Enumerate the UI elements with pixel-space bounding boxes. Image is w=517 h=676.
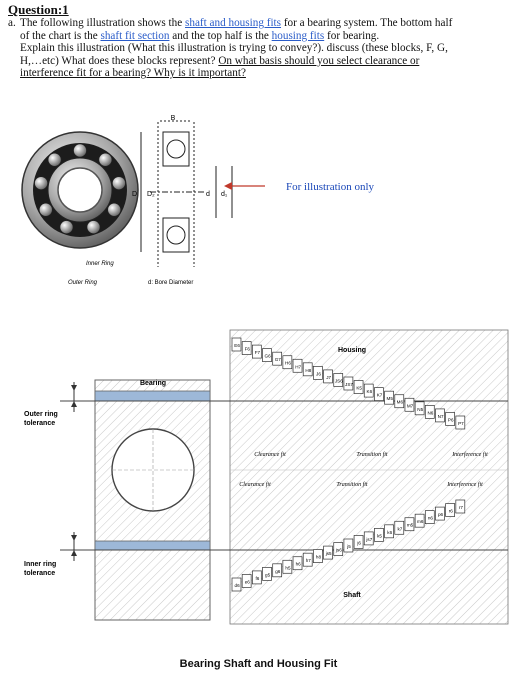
- bore-diameter-label: d: Bore Diameter: [148, 280, 194, 286]
- shaft-tolerance-block-label: js7: [366, 536, 373, 542]
- housing-tolerance-block-label: K7: [376, 392, 383, 398]
- ball: [112, 177, 125, 190]
- housing-tolerance-block-label: P6: [447, 417, 454, 423]
- shaft-tolerance-block-label: r7: [458, 505, 463, 510]
- housing-tolerance-block-label: N6: [427, 410, 434, 416]
- chart-caption: Bearing Shaft and Housing Fit: [179, 658, 338, 670]
- shaft-tolerance-block-label: j5: [347, 544, 351, 549]
- line2-tail: for bearing.: [324, 29, 380, 42]
- housing-tolerance-block-label: G6: [264, 353, 271, 359]
- illustration-note: For illustration only: [286, 181, 374, 193]
- ball: [87, 221, 100, 234]
- housing-tolerance-block-label: G7: [274, 357, 281, 363]
- shaft-tolerance-block-label: k6: [387, 529, 393, 535]
- shaft-tolerance-block-label: m5: [406, 522, 414, 528]
- housing-tolerance-block-label: J7: [326, 374, 332, 380]
- housing-tolerance-block-label: JS6: [334, 378, 343, 384]
- question-line-3: Explain this illustration (What this illustration is trying to convey?). discuss (these blocks, F, G,: [20, 42, 448, 55]
- outer-ring-label: Outer Ring: [68, 280, 98, 286]
- housing-tolerance-block-label: N5: [417, 406, 424, 412]
- housing-tolerance-block-label: M7: [406, 403, 414, 409]
- inner-ring-label: Inner Ring: [86, 261, 114, 267]
- line4-underlined: On what basis should you select clearance or: [218, 54, 420, 67]
- dim-d-label: d: [206, 191, 210, 198]
- ball: [39, 203, 52, 216]
- bore-shape: [58, 168, 102, 212]
- line2-text: of the chart is the: [20, 29, 101, 42]
- outer-tol-label-2: tolerance: [24, 420, 56, 427]
- housing-tolerance-block-label: J6: [316, 371, 321, 377]
- outer-ring-band: [95, 391, 210, 401]
- dim-d1-label: d₁: [221, 191, 228, 198]
- question-line-5: interference fit for a bearing? Why is it important?: [20, 67, 246, 80]
- housing-tolerance-block-label: P7: [458, 421, 464, 426]
- shaft-tolerance-block-label: n6: [427, 515, 433, 521]
- dim-d2-label: D₂: [147, 191, 155, 198]
- housing-tolerance-block-label: E6: [234, 343, 240, 348]
- line1-tail: for a bearing system. The bottom half: [281, 17, 453, 29]
- shaft-interference-label: Interference fit: [447, 482, 483, 488]
- shaft-tolerance-block-label: h8: [315, 554, 322, 560]
- housing-tolerance-block-label: K6: [366, 389, 373, 395]
- shaft-tolerance-block-label: d6: [234, 583, 240, 588]
- line1-text: The following illustration shows the: [20, 17, 185, 29]
- fit-chart: [60, 330, 508, 624]
- shaft-tolerance-block-label: h5: [285, 565, 291, 571]
- housing-interference-label: Interference fit: [452, 452, 488, 458]
- ball: [48, 153, 61, 166]
- shaft-tolerance-block-label: g6: [275, 568, 281, 574]
- shaft-tolerance-block-label: e6: [244, 579, 250, 585]
- shaft-transition-label: Transition fit: [336, 482, 368, 488]
- housing-tolerance-block-label: F7: [254, 350, 261, 356]
- shaft-tolerance-block-label: f6: [255, 575, 260, 581]
- shaft-label: Shaft: [343, 592, 361, 599]
- shaft-tolerance-block-label: js5: [325, 551, 332, 557]
- question-title: Question:1: [8, 2, 69, 17]
- shaft-tolerance-block-label: g5: [265, 572, 271, 578]
- housing-tolerance-block-label: JS7: [345, 382, 353, 387]
- shaft-tolerance-block-label: k5: [377, 533, 382, 539]
- housing-tolerance-block-label: M6: [396, 399, 404, 405]
- bearing-photo: [22, 132, 138, 248]
- shaft-tolerance-block-label: h6: [295, 561, 301, 567]
- housing-tolerance-block-label: H7: [295, 364, 302, 370]
- dim-d-outer-label: D: [131, 191, 137, 198]
- item-label: a.: [8, 17, 16, 29]
- shaft-tolerance-block-label: j6: [357, 540, 361, 546]
- shaft-tolerance-block-label: k7: [397, 526, 403, 532]
- inner-tol-label-2: tolerance: [24, 570, 56, 577]
- pointer-arrow: [224, 182, 265, 190]
- housing-tolerance-block-label: H8: [305, 367, 312, 373]
- shaft-fit-section-link[interactable]: shaft fit section: [100, 29, 170, 42]
- outer-tol-label-1: Outer ring: [24, 411, 58, 418]
- housing-tolerance-block-label: M5: [386, 396, 393, 402]
- shaft-tolerance-block-label: p6: [438, 512, 444, 518]
- housing-transition-label: Transition fit: [356, 452, 388, 458]
- shaft-tolerance-block-label: r6: [448, 508, 453, 514]
- dim-b-label: B: [170, 115, 176, 122]
- ball: [35, 177, 48, 190]
- housing-tolerance-block-label: K5: [356, 385, 362, 391]
- housing-tolerance-block-label: H6: [285, 360, 291, 366]
- housing-tolerance-block-label: N7: [437, 413, 444, 419]
- ball: [74, 144, 87, 157]
- shaft-tolerance-block-label: m6: [417, 519, 424, 525]
- line4-text: H,…etc) What does these blocks represent?: [20, 54, 219, 67]
- shaft-housing-fits-link[interactable]: shaft and housing fits: [185, 17, 282, 29]
- shaft-tolerance-block-label: h7: [305, 558, 311, 564]
- housing-tolerance-block-label: F6: [244, 346, 250, 352]
- ball: [108, 203, 121, 216]
- bearing-label: Bearing: [139, 380, 167, 387]
- housing-fits-link[interactable]: housing fits: [271, 29, 325, 42]
- ball: [60, 221, 73, 234]
- line2-mid: and the top half is the: [169, 29, 272, 42]
- housing-label: Housing: [338, 347, 366, 354]
- inner-ring-band: [95, 541, 210, 550]
- shaft-clearance-label: Clearance fit: [239, 482, 271, 488]
- shaft-tolerance-block-label: js6: [335, 547, 342, 553]
- ball: [99, 153, 112, 166]
- inner-tol-label-1: Inner ring: [24, 561, 57, 568]
- housing-clearance-label: Clearance fit: [254, 452, 286, 458]
